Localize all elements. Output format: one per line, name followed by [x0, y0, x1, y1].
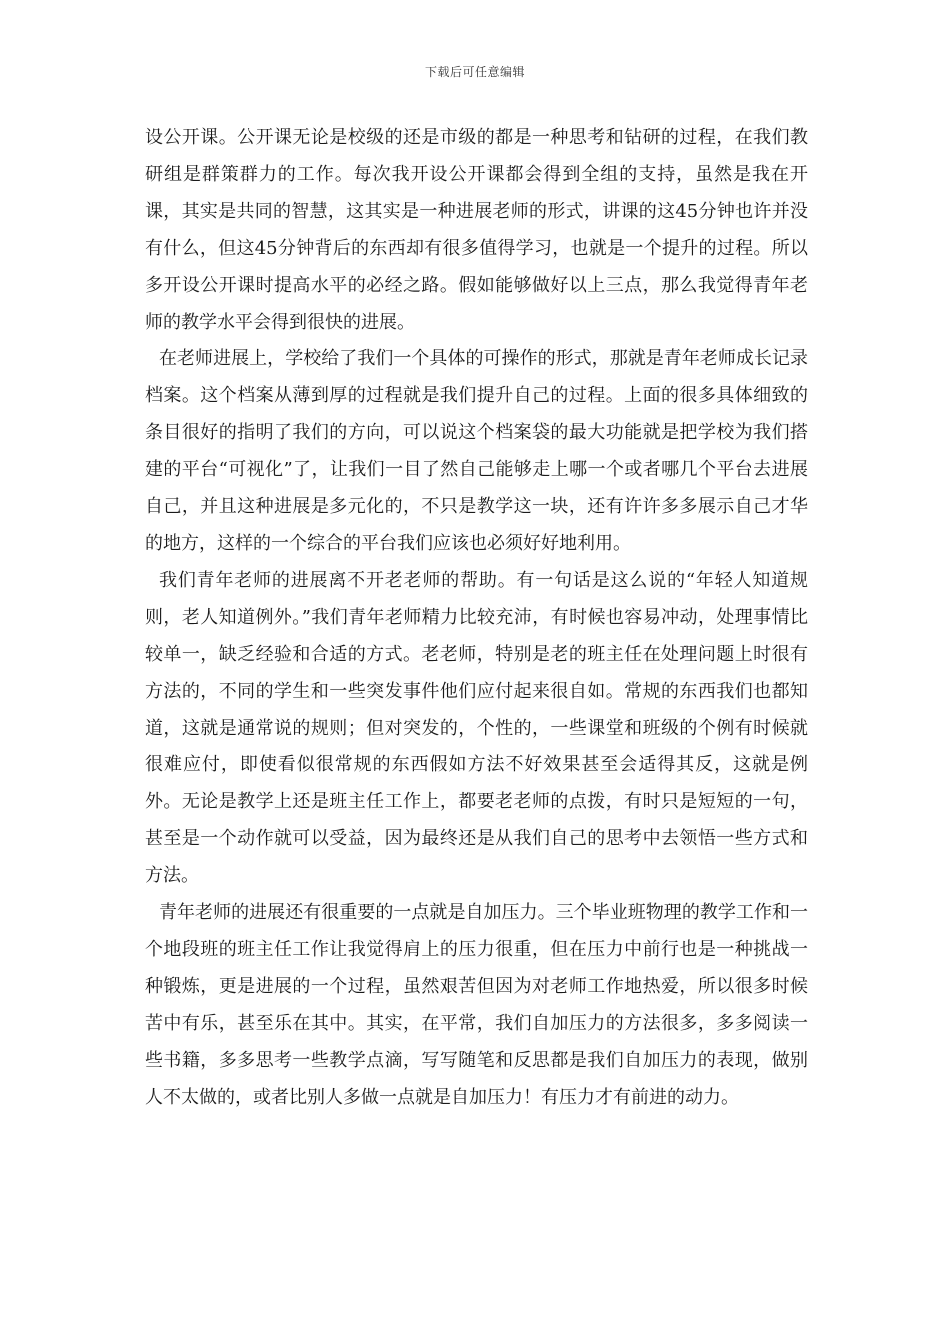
- paragraph-1: 设公开课。公开课无论是校级的还是市级的都是一种思考和钻研的过程，在我们教研组是群策群力的工作。每次我开设公开课都会得到全组的支持，虽然是我在开课，其实是共同的智慧，这其实是一种进展老师的形式，讲课的这45分钟也许并没有什么，但这45分钟背后的东西却有很多值得学习，也就是一个提升的过程。所以多开设公开课时提高水平的必经之路。假如能够做好以上三点，那么我觉得青年老师的教学水平会得到很快的进展。: [145, 127, 808, 333]
- paragraph-3: 我们青年老师的进展离不开老老师的帮助。有一句话是这么说的“年轻人知道规则，老人知道例外。”我们青年老师精力比较充沛，有时候也容易冲动，处理事情比较单一，缺乏经验和合适的方式。老老师，特别是老的班主任在处理问题上时很有方法的，不同的学生和一些突发事件他们应付起来很自如。常规的东西我们也都知道，这就是通常说的规则；但对突发的，个性的，一些课堂和班级的个例有时候就很难应付，即使看似很常规的东西假如方法不好效果甚至会适得其反，这就是例外。无论是教学上还是班主任工作上，都要老老师的点拨，有时只是短短的一句，甚至是一个动作就可以受益，因为最终还是从我们自己的思考中去领悟一些方式和方法。: [145, 569, 808, 887]
- paragraph-2: 在老师进展上，学校给了我们一个具体的可操作的形式，那就是青年老师成长记录档案。这个档案从薄到厚的过程就是我们提升自己的过程。上面的很多具体细致的条目很好的指明了我们的方向，可以说这个档案袋的最大功能就是把学校为我们搭建的平台“可视化”了，让我们一目了然自己能够走上哪一个或者哪几个平台去进展自己，并且这种进展是多元化的，不只是教学这一块，还有许许多多展示自己才华的地方，这样的一个综合的平台我们应该也必须好好地利用。: [145, 348, 808, 554]
- paragraph-4: 青年老师的进展还有很重要的一点就是自加压力。三个毕业班物理的教学工作和一个地段班的班主任工作让我觉得肩上的压力很重，但在压力中前行也是一种挑战一种锻炼，更是进展的一个过程，虽然艰苦但因为对老师工作地热爱，所以很多时候苦中有乐，甚至乐在其中。其实，在平常，我们自加压力的方法很多，多多阅读一些书籍，多多思考一些教学点滴，写写随笔和反思都是我们自加压力的表现，做别人不太做的，或者比别人多做一点就是自加压力！有压力才有前进的动力。: [145, 902, 808, 1108]
- page-header: 下载后可任意编辑: [424, 65, 525, 79]
- document-body: [145, 120, 808, 1116]
